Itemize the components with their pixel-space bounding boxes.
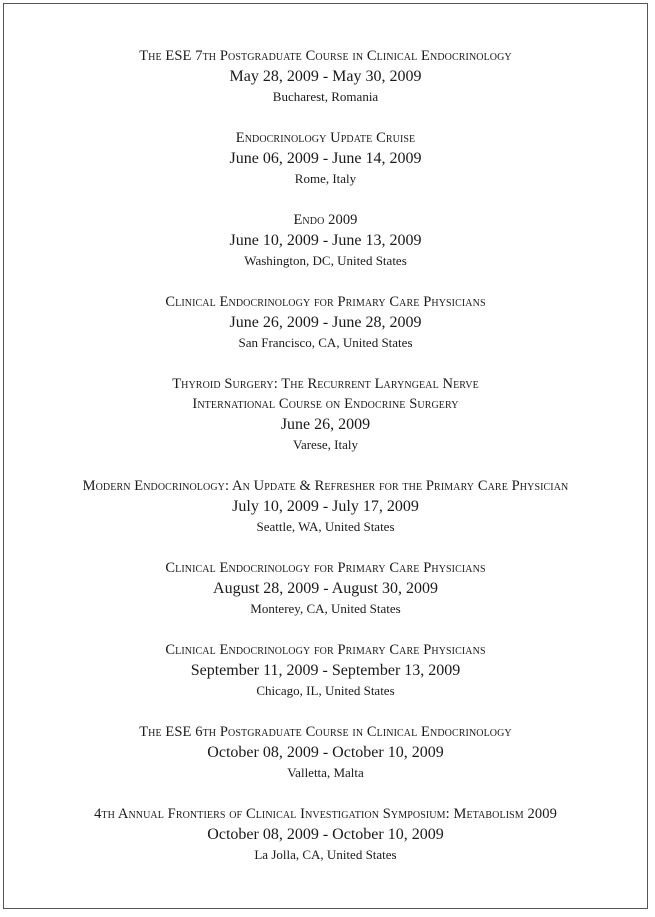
event-title: 4th Annual Frontiers of Clinical Investigation Symposium: Metabolism 2009: [94, 806, 557, 822]
event-dates: August 28, 2009 - August 30, 2009: [213, 580, 438, 597]
event-item: [4, 640, 647, 701]
event-item: [4, 128, 647, 189]
event-dates: October 08, 2009 - October 10, 2009: [207, 826, 444, 843]
event-item: [4, 292, 647, 353]
event-dates: June 26, 2009 - June 28, 2009: [229, 314, 422, 331]
event-title: Clinical Endocrinology for Primary Care Physicians: [165, 642, 486, 658]
event-item: [4, 210, 647, 271]
event-dates: September 11, 2009 - September 13, 2009: [190, 662, 461, 679]
event-dates: June 10, 2009 - June 13, 2009: [229, 232, 422, 249]
event-location: Washington, DC, United States: [244, 253, 407, 268]
event-title: Modern Endocrinology: An Update & Refresher for the Primary Care Physician: [82, 478, 569, 494]
event-dates: June 06, 2009 - June 14, 2009: [229, 150, 422, 167]
event-title: The ESE 6th Postgraduate Course in Clinical Endocrinology: [139, 724, 512, 740]
event-title: The ESE 7th Postgraduate Course in Clinical Endocrinology: [139, 48, 512, 64]
event-location: Varese, Italy: [293, 437, 358, 452]
event-title: Clinical Endocrinology for Primary Care Physicians: [165, 560, 486, 576]
event-location: Chicago, IL, United States: [256, 683, 395, 698]
event-location: Rome, Italy: [294, 171, 357, 186]
event-item: [4, 476, 647, 537]
event-title: Endo 2009: [293, 212, 358, 228]
event-dates: July 10, 2009 - July 17, 2009: [232, 498, 419, 515]
event-location: Bucharest, Romania: [272, 89, 379, 104]
event-list: [4, 46, 647, 865]
event-item: [4, 722, 647, 783]
event-location: San Francisco, CA, United States: [238, 335, 413, 350]
event-location: Monterey, CA, United States: [250, 601, 401, 616]
event-title: Endocrinology Update Cruise: [235, 130, 416, 146]
page-frame: [3, 3, 648, 909]
event-dates: June 26, 2009: [280, 416, 371, 433]
event-item: [4, 46, 647, 107]
event-location: Seattle, WA, United States: [256, 519, 395, 534]
event-location: La Jolla, CA, United States: [254, 847, 397, 862]
event-item: [4, 804, 647, 865]
event-item: [4, 558, 647, 619]
event-location: Valletta, Malta: [287, 765, 364, 780]
event-item: [4, 374, 647, 455]
event-dates: October 08, 2009 - October 10, 2009: [207, 744, 444, 761]
event-title: Thyroid Surgery: The Recurrent Laryngeal Nerve International Course on Endocrine Surgery: [172, 376, 479, 412]
event-dates: May 28, 2009 - May 30, 2009: [229, 68, 422, 85]
event-title: Clinical Endocrinology for Primary Care Physicians: [165, 294, 486, 310]
